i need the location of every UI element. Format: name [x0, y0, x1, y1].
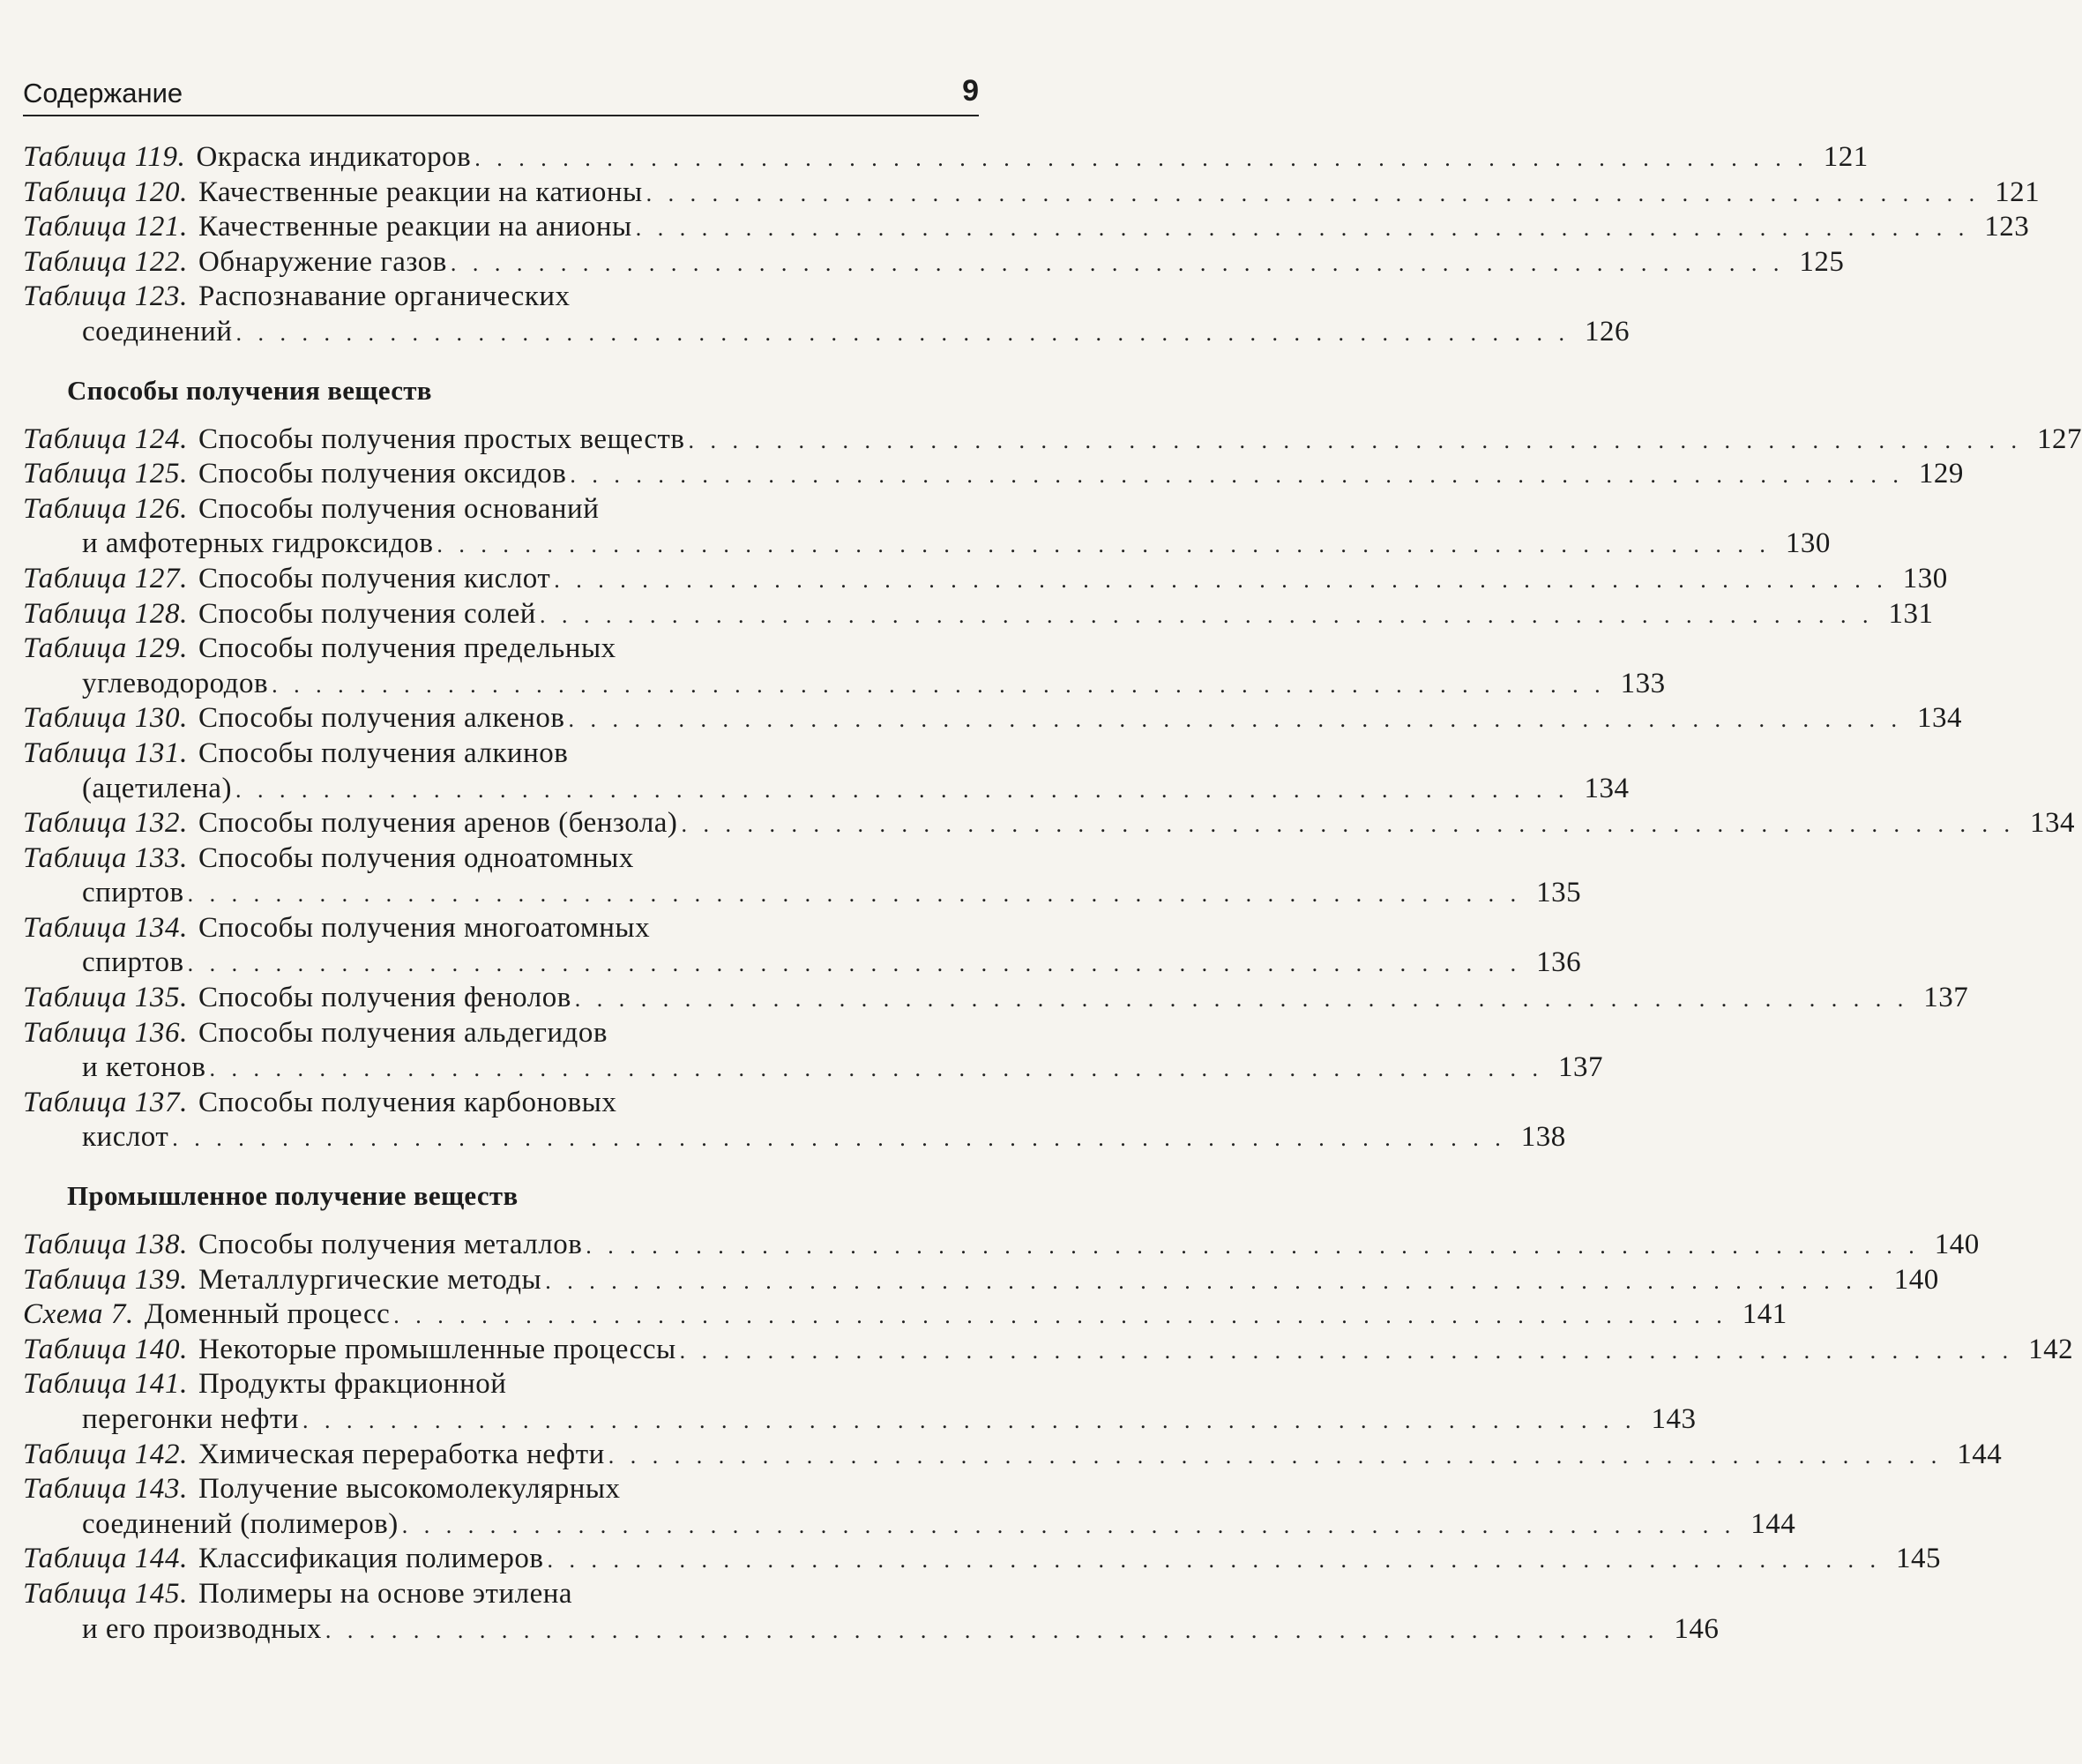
- dot-leader: . . . . . . . . . . . . . . . . . . . . . . . . . . . . . . . . . . . . . . . . . . . . . . . . . . . . . . . . . . . . .: [570, 462, 1904, 489]
- section-heading: Способы получения веществ: [67, 374, 432, 406]
- toc-entry-label: Таблица 129.: [23, 632, 188, 665]
- toc-entry-label: Таблица 128.: [23, 597, 188, 630]
- toc-entry-line: [23, 315, 1630, 350]
- toc-entry-title: Металлургические методы: [198, 1263, 542, 1296]
- toc-entry-title: и его производных: [82, 1612, 322, 1645]
- toc-entry-line: [23, 527, 1831, 562]
- toc-entry-line: [23, 1507, 1796, 1543]
- toc-entry-page: 140: [1934, 1229, 1980, 1261]
- toc-entry-page: 134: [1916, 702, 1962, 735]
- section-heading: Промышленное получение веществ: [67, 1180, 519, 1212]
- toc-entry-page: 134: [2029, 807, 2075, 840]
- toc-entry[interactable]: [23, 736, 1630, 806]
- toc-entry-page: 137: [1558, 1051, 1603, 1084]
- toc-entry-title: кислот: [82, 1121, 169, 1154]
- running-header-title: Содержание: [23, 78, 183, 108]
- toc-entry-label: Таблица 135.: [23, 982, 188, 1014]
- toc-entry-page: 144: [1750, 1507, 1796, 1540]
- toc-entry-page: 127: [2037, 422, 2082, 455]
- toc-entry-label: Схема 7.: [23, 1298, 134, 1331]
- toc-entry-title: соединений: [82, 315, 233, 348]
- dot-leader: . . . . . . . . . . . . . . . . . . . . . . . . . . . . . . . . . . . . . . . . . . . . . . . . . . . . . . . . . . . . .: [545, 1267, 1879, 1294]
- toc-entry-title: углеводородов: [82, 667, 269, 699]
- toc-entry-page: 137: [1923, 982, 1969, 1014]
- toc-entry[interactable]: [23, 1263, 1939, 1298]
- toc-entry-line: [23, 841, 979, 877]
- toc-entry-title: Способы получения оксидов: [198, 458, 567, 490]
- toc-entry-label: Таблица 139.: [23, 1263, 188, 1296]
- toc-entry-page: 126: [1585, 315, 1630, 348]
- toc-entry-page: 121: [1995, 176, 2041, 208]
- toc-entry-title: (ацетилена): [82, 772, 232, 804]
- toc-entry-line: [23, 701, 1962, 736]
- dot-leader: . . . . . . . . . . . . . . . . . . . . . . . . . . . . . . . . . . . . . . . . . . . . . . . . . . . . . . . . . . . . .: [688, 427, 2023, 453]
- toc-entry-label: Таблица 131.: [23, 736, 188, 769]
- toc-entry-line: [23, 1120, 1566, 1155]
- toc-entry-title: Способы получения солей: [198, 597, 536, 630]
- toc-entry-line: [23, 210, 2030, 245]
- toc-entry[interactable]: [23, 1016, 1603, 1086]
- toc-entry-title: Доменный процесс: [144, 1298, 391, 1331]
- toc-entry-label: Таблица 123.: [23, 280, 188, 313]
- toc-entry-label: Таблица 141.: [23, 1368, 188, 1401]
- toc-entry[interactable]: [23, 1333, 2074, 1368]
- toc-entry-title: Окраска индикаторов: [196, 141, 472, 173]
- toc-entry-line: [23, 492, 979, 527]
- toc-entry-line: [23, 1472, 979, 1507]
- running-header: [23, 72, 979, 116]
- toc-entry-label: Таблица 121.: [23, 211, 188, 243]
- toc-entry-line: [23, 1612, 1720, 1648]
- toc-entry-label: Таблица 142.: [23, 1438, 188, 1470]
- toc-entry-title: Химическая переработка нефти: [198, 1438, 605, 1470]
- toc-entry-line: [23, 981, 1969, 1016]
- toc-entry-label: Таблица 136.: [23, 1016, 188, 1049]
- dot-leader: . . . . . . . . . . . . . . . . . . . . . . . . . . . . . . . . . . . . . . . . . . . . . . . . . . . . . . . . . . . . .: [187, 951, 1522, 977]
- toc-entry-label: Таблица 120.: [23, 176, 188, 208]
- toc-entry-line: [23, 1577, 979, 1612]
- toc-entry-label: Таблица 144.: [23, 1543, 188, 1575]
- toc-entry-line: [23, 1438, 2003, 1473]
- toc-entry[interactable]: [23, 841, 1582, 911]
- toc-entry[interactable]: [23, 457, 1964, 492]
- toc-entry-label: Таблица 127.: [23, 562, 188, 594]
- toc-entry[interactable]: [23, 176, 2041, 211]
- toc-entry-title: Классификация полимеров: [198, 1543, 544, 1575]
- toc-entry-page: 125: [1799, 245, 1845, 278]
- toc-entry-line: [23, 772, 1630, 807]
- dot-leader: . . . . . . . . . . . . . . . . . . . . . . . . . . . . . . . . . . . . . . . . . . . . . . . . . . . . . . . . . . . . .: [586, 1233, 1920, 1259]
- toc-entry[interactable]: [23, 701, 1962, 736]
- toc-entry-page: 129: [1918, 458, 1964, 490]
- toc-entry-line: [23, 1367, 979, 1402]
- dot-leader: . . . . . . . . . . . . . . . . . . . . . . . . . . . . . . . . . . . . . . . . . . . . . . . . . . . . . . . . . . . . .: [681, 811, 2015, 838]
- toc-entry-title: спиртов: [82, 946, 184, 979]
- toc-entry-line: [23, 562, 1948, 597]
- dot-leader: . . . . . . . . . . . . . . . . . . . . . . . . . . . . . . . . . . . . . . . . . . . . . . . . . . . . . . . . . . . . .: [209, 1056, 1543, 1082]
- toc-entry-label: Таблица 133.: [23, 841, 188, 874]
- toc-entry-title: перегонки нефти: [82, 1403, 299, 1435]
- toc-entry-title: Качественные реакции на катионы: [198, 176, 643, 208]
- toc-entry-title: Качественные реакции на анионы: [198, 211, 632, 243]
- toc-entry-line: [23, 946, 1582, 981]
- table-of-contents: [23, 140, 2082, 1647]
- toc-entry-title: Способы получения металлов: [198, 1229, 583, 1261]
- toc-entry-label: Таблица 124.: [23, 422, 188, 455]
- toc-entry-page: 146: [1674, 1612, 1720, 1645]
- toc-entry-line: [23, 140, 1869, 176]
- toc-entry-line: [23, 911, 979, 946]
- toc-entry-line: [23, 1228, 1980, 1263]
- dot-leader: . . . . . . . . . . . . . . . . . . . . . . . . . . . . . . . . . . . . . . . . . . . . . . . . . . . . . . . . . . . . .: [547, 1547, 1881, 1573]
- toc-entry[interactable]: [23, 1228, 1980, 1263]
- toc-entry-page: 133: [1620, 667, 1666, 699]
- toc-entry-title: соединений (полимеров): [82, 1507, 399, 1540]
- toc-entry[interactable]: [23, 1297, 1787, 1333]
- toc-entry-title: Получение высокомолекулярных: [198, 1473, 621, 1506]
- dot-leader: . . . . . . . . . . . . . . . . . . . . . . . . . . . . . . . . . . . . . . . . . . . . . . . . . . . . . . . . . . . . .: [635, 215, 1970, 242]
- toc-entry-line: [23, 1263, 1939, 1298]
- toc-entry-line: [23, 1050, 1603, 1086]
- toc-entry-page: 138: [1520, 1121, 1566, 1154]
- toc-entry[interactable]: [23, 806, 2075, 841]
- toc-entry-title: Способы получения многоатомных: [198, 911, 651, 944]
- toc-entry-line: [23, 176, 2041, 211]
- toc-entry-page: 131: [1888, 597, 1934, 630]
- toc-entry-line: [23, 422, 2082, 458]
- toc-entry-label: Таблица 137.: [23, 1086, 188, 1118]
- dot-leader: . . . . . . . . . . . . . . . . . . . . . . . . . . . . . . . . . . . . . . . . . . . . . . . . . . . . . . . . . . . . .: [474, 146, 1809, 171]
- toc-entry-title: и амфотерных гидроксидов: [82, 527, 434, 560]
- toc-entry-title: Способы получения фенолов: [198, 982, 571, 1014]
- toc-entry-page: 134: [1584, 772, 1630, 804]
- toc-entry-label: Таблица 130.: [23, 702, 188, 735]
- toc-entry[interactable]: [23, 1367, 1697, 1437]
- toc-entry-label: Таблица 122.: [23, 245, 188, 278]
- toc-entry-line: [23, 1333, 2074, 1368]
- toc-entry-title: Обнаружение газов: [198, 245, 447, 278]
- toc-entry-title: Способы получения алкинов: [198, 736, 569, 769]
- toc-entry-title: Распознавание органических: [198, 280, 571, 313]
- toc-entry-label: Таблица 132.: [23, 807, 188, 840]
- dot-leader: . . . . . . . . . . . . . . . . . . . . . . . . . . . . . . . . . . . . . . . . . . . . . . . . . . . . . . . . . . . . .: [325, 1617, 1660, 1643]
- dot-leader: . . . . . . . . . . . . . . . . . . . . . . . . . . . . . . . . . . . . . . . . . . . . . . . . . . . . . . . . . . . . .: [645, 180, 1981, 206]
- toc-entry-title: Продукты фракционной: [198, 1368, 507, 1401]
- dot-leader: . . . . . . . . . . . . . . . . . . . . . . . . . . . . . . . . . . . . . . . . . . . . . . . . . . . . . . . . . . . . .: [187, 881, 1522, 908]
- dot-leader: . . . . . . . . . . . . . . . . . . . . . . . . . . . . . . . . . . . . . . . . . . . . . . . . . . . . . . . . . . . . .: [401, 1512, 1736, 1538]
- toc-entry-line: [23, 1297, 1787, 1333]
- toc-entry-title: Способы получения алкенов: [198, 702, 565, 735]
- toc-entry-line: [23, 1402, 1697, 1438]
- toc-entry-line: [23, 280, 979, 315]
- toc-entry-line: [23, 1016, 979, 1051]
- toc-entry-page: 140: [1893, 1263, 1939, 1296]
- toc-entry-line: [23, 667, 1666, 702]
- dot-leader: . . . . . . . . . . . . . . . . . . . . . . . . . . . . . . . . . . . . . . . . . . . . . . . . . . . . . . . . . . . . .: [568, 706, 1902, 733]
- toc-entry-title: спиртов: [82, 877, 184, 909]
- toc-entry[interactable]: [23, 597, 1934, 632]
- dot-leader: . . . . . . . . . . . . . . . . . . . . . . . . . . . . . . . . . . . . . . . . . . . . . . . . . . . . . . . . . . . . .: [235, 776, 1570, 803]
- toc-entry-title: Способы получения предельных: [198, 632, 616, 665]
- toc-entry-line: [23, 1542, 1941, 1577]
- toc-entry-label: Таблица 126.: [23, 492, 188, 525]
- toc-entry-title: Способы получения простых веществ: [198, 422, 685, 455]
- toc-entry[interactable]: [23, 1086, 1566, 1155]
- toc-entry-line: [23, 245, 1845, 280]
- toc-entry[interactable]: [23, 140, 1869, 176]
- toc-entry-page: 130: [1785, 527, 1831, 560]
- toc-entry-title: Способы получения карбоновых: [198, 1086, 617, 1118]
- toc-entry[interactable]: [23, 1577, 1720, 1647]
- toc-entry[interactable]: [23, 492, 1831, 562]
- toc-entry-page: 121: [1823, 141, 1869, 173]
- toc-entry-line: [23, 632, 979, 667]
- toc-entry-page: 136: [1536, 946, 1582, 979]
- toc-entry[interactable]: [23, 911, 1582, 981]
- toc-entry[interactable]: [23, 280, 1630, 349]
- toc-entry-line: [23, 597, 1934, 632]
- toc-entry[interactable]: [23, 1438, 2003, 1473]
- toc-entry-line: [23, 457, 1964, 492]
- dot-leader: . . . . . . . . . . . . . . . . . . . . . . . . . . . . . . . . . . . . . . . . . . . . . . . . . . . . . . . . . . . . .: [608, 1442, 1943, 1469]
- toc-entry-title: Способы получения аренов (бензола): [198, 807, 678, 840]
- toc-entry[interactable]: [23, 562, 1948, 597]
- toc-entry-label: Таблица 140.: [23, 1333, 188, 1365]
- toc-entry-page: 145: [1895, 1543, 1941, 1575]
- dot-leader: . . . . . . . . . . . . . . . . . . . . . . . . . . . . . . . . . . . . . . . . . . . . . . . . . . . . . . . . . . . . .: [172, 1125, 1506, 1152]
- dot-leader: . . . . . . . . . . . . . . . . . . . . . . . . . . . . . . . . . . . . . . . . . . . . . . . . . . . . . . . . . . . . .: [574, 986, 1909, 1013]
- toc-entry[interactable]: [23, 245, 1845, 280]
- toc-entry[interactable]: [23, 1472, 1796, 1542]
- dot-leader: . . . . . . . . . . . . . . . . . . . . . . . . . . . . . . . . . . . . . . . . . . . . . . . . . . . . . . . . . . . . .: [554, 566, 1888, 593]
- dot-leader: . . . . . . . . . . . . . . . . . . . . . . . . . . . . . . . . . . . . . . . . . . . . . . . . . . . . . . . . . . . . .: [539, 602, 1874, 628]
- toc-entry-page: 141: [1742, 1298, 1787, 1331]
- dot-leader: . . . . . . . . . . . . . . . . . . . . . . . . . . . . . . . . . . . . . . . . . . . . . . . . . . . . . . . . . . . . .: [272, 671, 1606, 698]
- toc-entry-title: Полимеры на основе этилена: [198, 1577, 573, 1610]
- toc-entry-line: [23, 876, 1582, 911]
- toc-entry-page: 143: [1651, 1403, 1697, 1435]
- toc-entry-page: 135: [1536, 877, 1582, 909]
- toc-entry-label: Таблица 134.: [23, 911, 188, 944]
- toc-entry[interactable]: [23, 981, 1969, 1016]
- dot-leader: . . . . . . . . . . . . . . . . . . . . . . . . . . . . . . . . . . . . . . . . . . . . . . . . . . . . . . . . . . . . .: [450, 250, 1785, 276]
- dot-leader: . . . . . . . . . . . . . . . . . . . . . . . . . . . . . . . . . . . . . . . . . . . . . . . . . . . . . . . . . . . . .: [393, 1303, 1728, 1329]
- toc-entry-page: 142: [2028, 1333, 2074, 1365]
- toc-entry-title: Способы получения кислот: [198, 562, 551, 594]
- toc-entry-label: Таблица 145.: [23, 1577, 188, 1610]
- toc-entry[interactable]: [23, 1542, 1941, 1577]
- toc-entry[interactable]: [23, 632, 1666, 701]
- dot-leader: . . . . . . . . . . . . . . . . . . . . . . . . . . . . . . . . . . . . . . . . . . . . . . . . . . . . . . . . . . . . .: [235, 319, 1570, 346]
- toc-entry-title: Способы получения одноатомных: [198, 841, 634, 874]
- dot-leader: . . . . . . . . . . . . . . . . . . . . . . . . . . . . . . . . . . . . . . . . . . . . . . . . . . . . . . . . . . . . .: [679, 1337, 2014, 1364]
- toc-entry-title: Способы получения оснований: [198, 492, 600, 525]
- dot-leader: . . . . . . . . . . . . . . . . . . . . . . . . . . . . . . . . . . . . . . . . . . . . . . . . . . . . . . . . . . . . .: [437, 532, 1771, 558]
- toc-entry[interactable]: [23, 422, 2082, 458]
- toc-entry-label: Таблица 119.: [23, 141, 186, 173]
- toc-entry-label: Таблица 138.: [23, 1229, 188, 1261]
- toc-entry-title: и кетонов: [82, 1051, 206, 1084]
- toc-entry-line: [23, 806, 2075, 841]
- toc-entry-title: Некоторые промышленные процессы: [198, 1333, 676, 1365]
- toc-entry-line: [23, 736, 979, 772]
- toc-entry-line: [23, 1086, 979, 1121]
- toc-entry-page: 144: [1957, 1438, 2003, 1470]
- toc-entry-page: 130: [1902, 562, 1948, 594]
- toc-entry-label: Таблица 125.: [23, 458, 188, 490]
- toc-entry-page: 123: [1984, 211, 2030, 243]
- toc-entry-title: Способы получения альдегидов: [198, 1016, 608, 1049]
- page-number: 9: [962, 74, 979, 108]
- toc-entry-label: Таблица 143.: [23, 1473, 188, 1506]
- dot-leader: . . . . . . . . . . . . . . . . . . . . . . . . . . . . . . . . . . . . . . . . . . . . . . . . . . . . . . . . . . . . .: [302, 1408, 1637, 1433]
- toc-entry[interactable]: [23, 210, 2030, 245]
